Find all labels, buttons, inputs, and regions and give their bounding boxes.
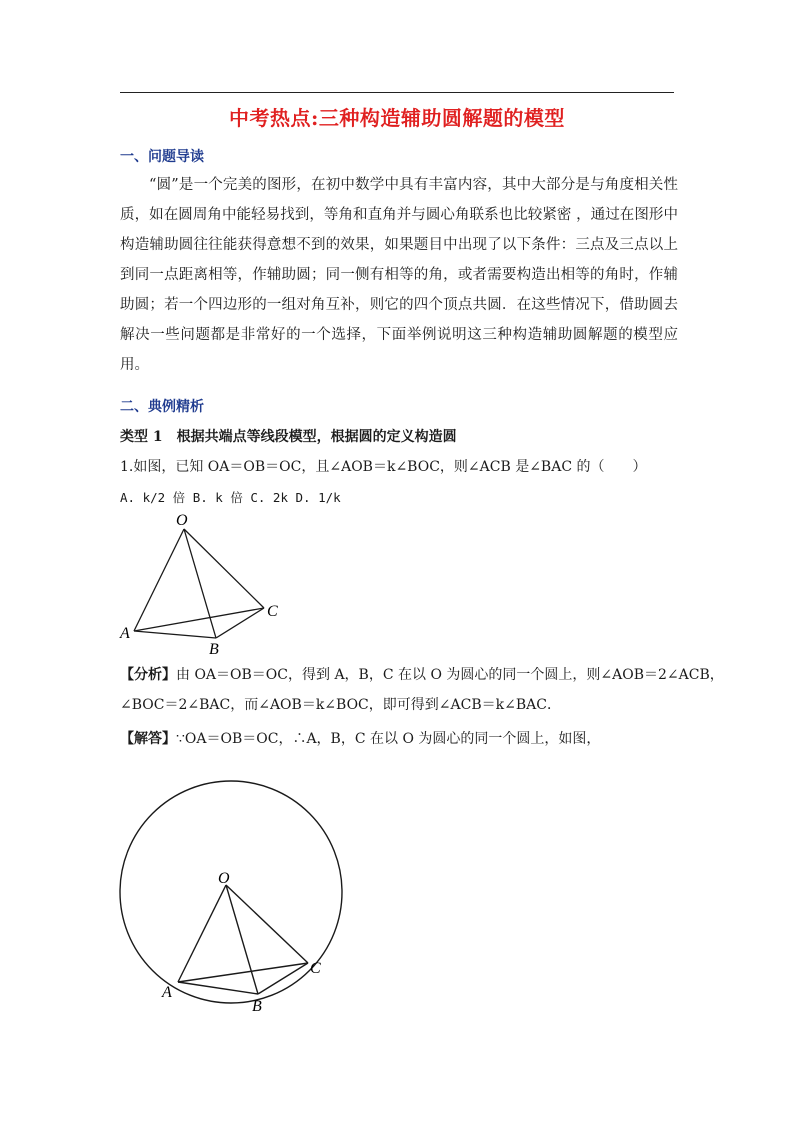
answer-tag: 【解答】 (120, 731, 176, 747)
analysis-line-2: ∠BOC＝2∠BAC，而∠AOB＝k∠BOC，即可得到∠ACB＝k∠BAC． (120, 697, 561, 713)
circumcircle (120, 781, 342, 1003)
segment-ab (178, 982, 258, 994)
analysis-line-1 (120, 664, 724, 684)
analysis-tag: 【分析】 (120, 667, 176, 683)
type1-heading: 类型 1 根据共端点等线段模型，根据圆的定义构造圆 (120, 429, 457, 445)
label-b: B (209, 641, 219, 658)
section-heading-intro: 一、问题导读 (120, 149, 204, 165)
label-c: C (267, 603, 278, 620)
figure-triangle (112, 510, 292, 658)
label-c: C (310, 960, 321, 977)
segment-ob (226, 885, 258, 994)
intro-paragraph: “圆”是一个完美的图形，在初中数学中具有丰富内容，其中大部分是与角度相关性质，如在圆周角中能轻易找到，等角和直角并与圆心角联系也比较紧密 ，通过在图形中构造辅助圆往往能获得意想不到的效果，如果题目中出现了以下条件：三点及三点以上到同一点距离相等，作辅助圆；同一侧有相等的角，或者需要构造出相等的角时，作辅助圆；若一个四边形的一组对角互补，则它的四个顶点共圆．在这些情况下，借助圆去解决一些问题都是非常好的一个选择，下面举例说明这三种构造辅助圆解题的模型应用。 (120, 177, 678, 373)
question-1: 1.如图，已知 OA＝OB＝OC，且∠AOB＝k∠BOC，则∠ACB 是∠BAC 的（ ） (120, 459, 647, 475)
label-b: B (252, 998, 262, 1015)
label-o: O (176, 512, 188, 529)
page-title: 中考热点:三种构造辅助圆解题的模型 (229, 106, 565, 130)
label-a: A (120, 625, 130, 642)
segment-oa (134, 529, 184, 631)
answer-line (120, 728, 600, 748)
figure-circle (110, 775, 360, 1020)
segment-ab (134, 631, 216, 638)
segment-ac (178, 963, 308, 982)
question-options: A. k/2 倍 B. k 倍 C. 2k D. 1/k (120, 490, 341, 505)
segment-oc (226, 885, 308, 963)
answer-text: ∵OA＝OB＝OC，∴A，B，C 在以 O 为圆心的同一个圆上，如图， (176, 731, 601, 747)
section-heading-examples: 二、典例精析 (120, 399, 204, 415)
label-o: O (218, 870, 230, 887)
header-rule (120, 92, 674, 93)
segment-oa (178, 885, 226, 982)
label-a: A (162, 984, 172, 1001)
analysis-text: 由 OA＝OB＝OC，得到 A，B，C 在以 O 为圆心的同一个圆上，则∠AOB＝2∠ACB， (176, 667, 724, 683)
